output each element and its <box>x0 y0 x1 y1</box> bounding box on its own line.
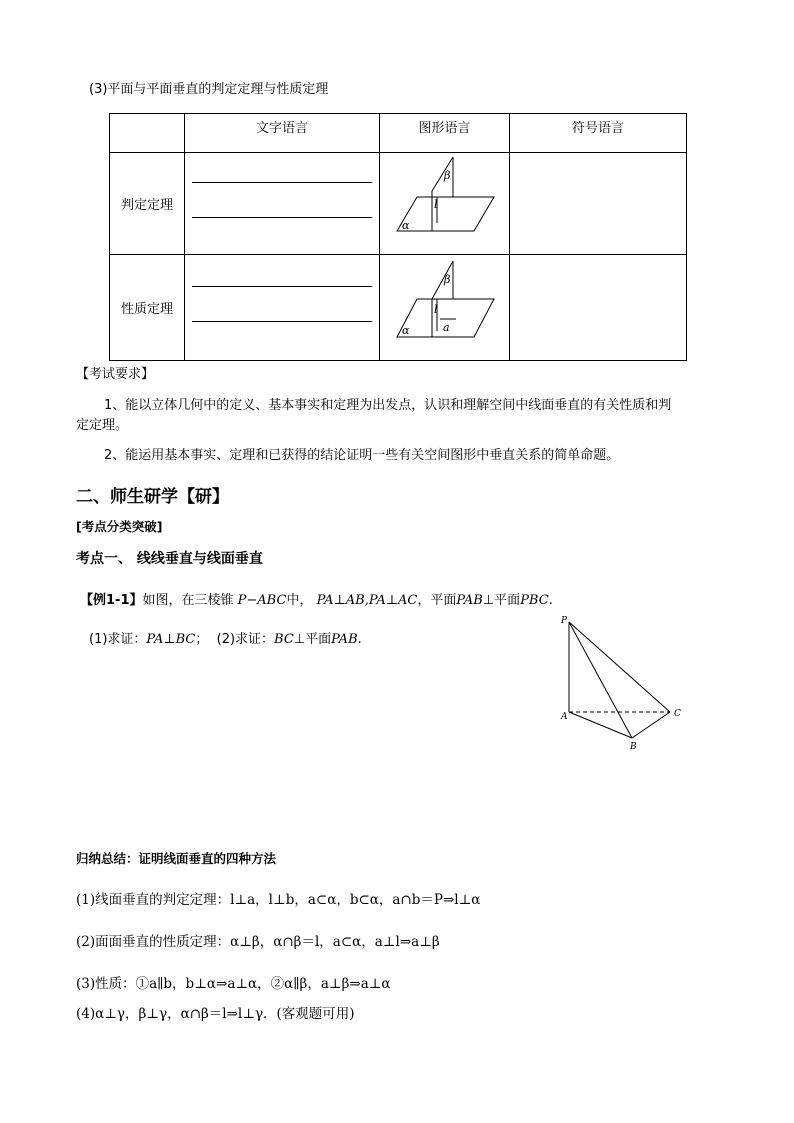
table-corner-cell <box>110 114 185 153</box>
fig-label-alpha: α <box>402 324 410 337</box>
blank-line <box>192 217 372 218</box>
example-text: . <box>548 593 553 608</box>
requirement-1: 1、能以立体几何中的定义、基本事实和定理为出发点，认识和理解空间中线面垂直的有关性质和判 <box>104 398 672 413</box>
example-text: ⊥平面 <box>482 593 521 608</box>
question-1-prefix: (1)求证： <box>89 632 147 647</box>
judgement-text-cell <box>185 153 380 255</box>
blank-line <box>192 321 372 322</box>
summary-line-4: (4)α⊥γ，β⊥γ，α∩β＝l⇒l⊥γ．(客观题可用) <box>76 1006 355 1022</box>
question-2-text: ⊥平面 <box>293 632 332 647</box>
math-expr: BC <box>274 632 294 647</box>
fig-label-l: l <box>434 198 438 211</box>
property-figure-cell <box>380 255 510 361</box>
point-label-c: C <box>674 709 681 719</box>
question-2-prefix: (2)求证： <box>216 632 275 647</box>
judgement-figure-cell <box>380 153 510 255</box>
summary-line-2: (2)面面垂直的性质定理：α⊥β，α∩β＝l，a⊂α，a⊥l⇒a⊥β <box>76 934 440 950</box>
pyramid-figure <box>555 612 695 757</box>
kaodian-title: 考点一、 线线垂直与线面垂直 <box>76 551 263 567</box>
math-expr: PAB <box>456 593 483 608</box>
requirement-2: 2、能运用基本事实、定理和已获得的结论证明一些有关空间图形中垂直关系的简单命题。 <box>104 448 620 463</box>
question-2-end: . <box>357 632 362 647</box>
property-text-cell <box>185 255 380 361</box>
summary-line-3: (3)性质：①a∥b，b⊥α⇒a⊥α，②α∥β，a⊥β⇒a⊥α <box>76 976 391 992</box>
example-questions <box>89 628 362 647</box>
requirements-heading: 【考试要求】 <box>76 367 155 382</box>
subsection-title: [考点分类突破] <box>76 519 163 534</box>
theorem-table <box>109 113 687 361</box>
plane-perpendicular-figure <box>380 153 509 255</box>
point-label-b: B <box>630 742 637 752</box>
math-expr: PA⊥AB,PA⊥AC <box>316 593 418 608</box>
example-statement <box>80 589 553 608</box>
section-title: 二、师生研学【研】 <box>76 487 229 507</box>
requirement-1-cont: 定定理。 <box>76 418 129 433</box>
question-separator: ； <box>195 632 209 647</box>
judgement-symbol-cell <box>510 153 687 255</box>
property-symbol-cell <box>510 255 687 361</box>
math-expr: P−ABC <box>237 593 287 608</box>
fig-label-l: l <box>434 303 438 316</box>
blank-line <box>192 286 372 287</box>
point-label-a: A <box>561 712 568 722</box>
point-label-p: P <box>561 616 568 626</box>
summary-line-1: (1)线面垂直的判定定理：l⊥a，l⊥b，a⊂α，b⊂α，a∩b＝P⇒l⊥α <box>76 892 481 908</box>
intro-title: (3)平面与平面垂直的判定定理与性质定理 <box>89 82 329 97</box>
row-label-property: 性质定理 <box>110 255 185 361</box>
header-figure-language: 图形语言 <box>380 114 510 153</box>
fig-label-a: a <box>443 321 450 334</box>
example-text: 如图，在三棱锥 <box>142 593 234 608</box>
header-text-language: 文字语言 <box>185 114 380 153</box>
row-label-judgement: 判定定理 <box>110 153 185 255</box>
math-expr: PBC <box>520 593 549 608</box>
example-tag: 【例1-1】 <box>80 593 143 608</box>
example-text: 中， <box>286 593 313 608</box>
fig-label-beta: β <box>444 169 451 182</box>
fig-label-alpha: α <box>402 219 410 232</box>
math-expr: PAB <box>331 632 358 647</box>
math-expr: PA⊥BC <box>146 632 196 647</box>
plane-perpendicular-figure <box>380 255 509 361</box>
blank-line <box>192 182 372 183</box>
fig-label-beta: β <box>444 273 451 286</box>
summary-title: 归纳总结：证明线面垂直的四种方法 <box>76 851 277 866</box>
header-symbol-language: 符号语言 <box>510 114 687 153</box>
example-text: ，平面 <box>417 593 457 608</box>
